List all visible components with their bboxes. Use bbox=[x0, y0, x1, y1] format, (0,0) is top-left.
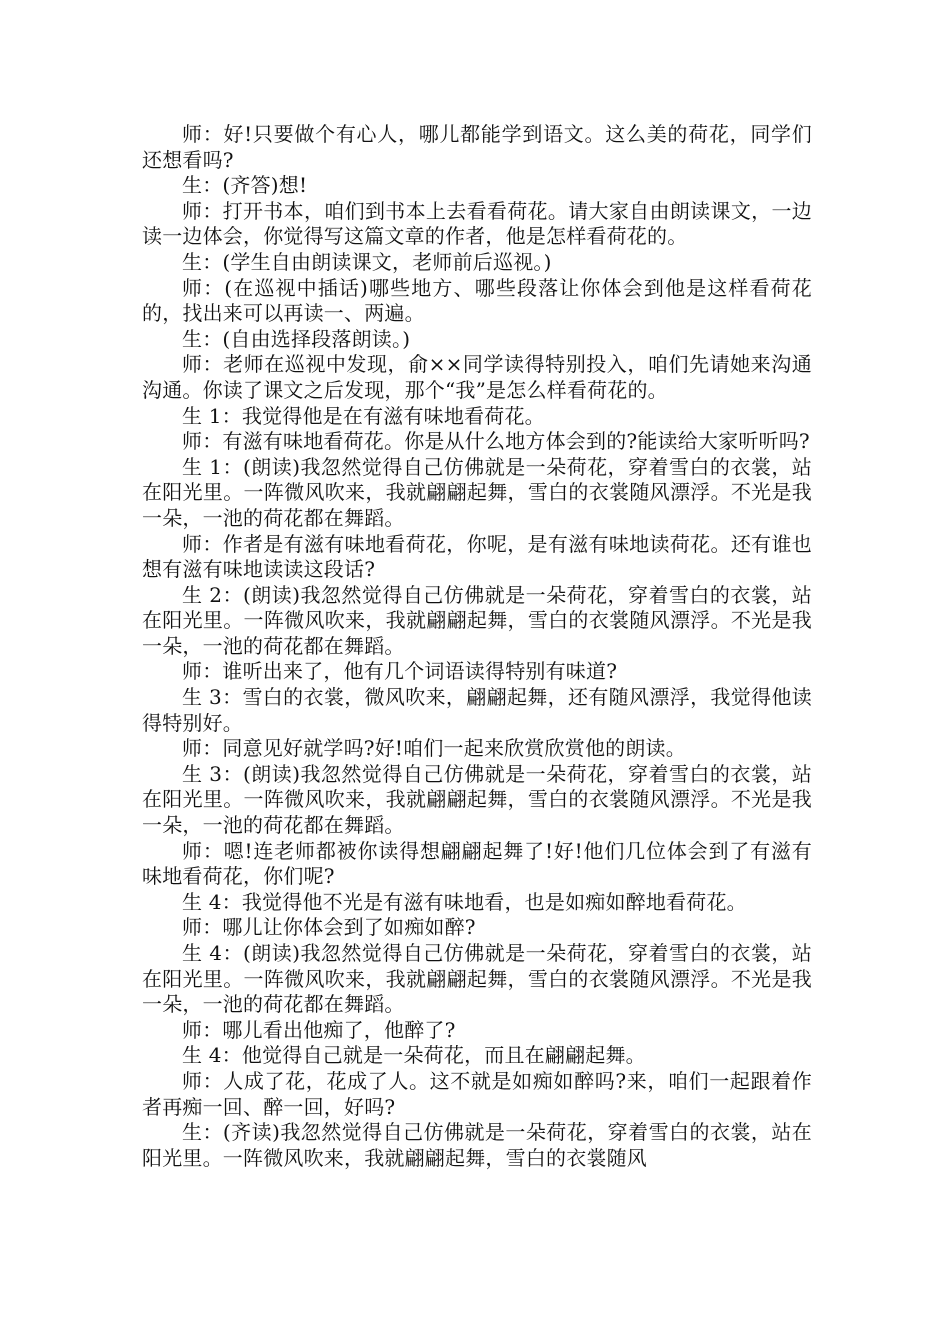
paragraph-11: 师：作者是有滋有味地看荷花，你呢，是有滋有味地读荷花。还有谁也想有滋有味地读读这段话? bbox=[142, 531, 812, 582]
paragraph-2: 生：(齐答)想! bbox=[182, 173, 308, 198]
paragraph-21: 师：哪儿看出他痴了，他醉了? bbox=[182, 1017, 456, 1042]
paragraph-16: 生 3：(朗读)我忽然觉得自己仿佛就是一朵荷花，穿着雪白的衣裳，站在阳光里。一阵微风吹来，我就翩翩起舞，雪白的衣裳随风漂浮。不光是我一朵，一池的荷花都在舞蹈。 bbox=[142, 761, 812, 838]
paragraph-6: 生：(自由选择段落朗读。) bbox=[182, 326, 411, 351]
paragraph-7: 师：老师在巡视中发现，俞××同学读得特别投入，咱们先请她来沟通沟通。你读了课文之后发现，那个“我”是怎么样看荷花的。 bbox=[142, 352, 812, 402]
paragraph-3: 师：打开书本，咱们到书本上去看看荷花。请大家自由朗读课文，一边读一边体会，你觉得写这篇文章的作者，他是怎样看荷花的。 bbox=[142, 198, 812, 249]
paragraph-20: 生 4：(朗读)我忽然觉得自己仿佛就是一朵荷花，穿着雪白的衣裳，站在阳光里。一阵微风吹来，我就翩翩起舞，雪白的衣裳随风漂浮。不光是我一朵，一池的荷花都在舞蹈。 bbox=[142, 941, 812, 1017]
paragraph-18: 生 4：我觉得他不光是有滋有味地看，也是如痴如醉地看荷花。 bbox=[182, 889, 747, 914]
paragraph-15: 师：同意见好就学吗?好!咱们一起来欣赏欣赏他的朗读。 bbox=[182, 736, 686, 761]
paragraph-9: 师：有滋有味地看荷花。你是从什么地方体会到的?能读给大家听听吗? bbox=[182, 429, 810, 454]
paragraph-24: 生：(齐读)我忽然觉得自己仿佛就是一朵荷花，穿着雪白的衣裳，站在阳光里。一阵微风吹来，我就翩翩起舞，雪白的衣裳随风 bbox=[142, 1120, 812, 1170]
paragraph-10: 生 1：(朗读)我忽然觉得自己仿佛就是一朵荷花，穿着雪白的衣裳，站在阳光里。一阵微风吹来，我就翩翩起舞，雪白的衣裳随风漂浮。不光是我一朵，一池的荷花都在舞蹈。 bbox=[142, 454, 812, 530]
paragraph-14: 生 3：雪白的衣裳，微风吹来，翩翩起舞，还有随风漂浮，我觉得他读得特别好。 bbox=[142, 685, 812, 735]
paragraph-12: 生 2：(朗读)我忽然觉得自己仿佛就是一朵荷花，穿着雪白的衣裳，站在阳光里。一阵微风吹来，我就翩翩起舞，雪白的衣裳随风漂浮。不光是我一朵，一池的荷花都在舞蹈。 bbox=[142, 582, 812, 658]
paragraph-8: 生 1：我觉得他是在有滋有味地看荷花。 bbox=[182, 403, 545, 428]
paragraph-1: 师：好!只要做个有心人，哪儿都能学到语文。这么美的荷花，同学们还想看吗? bbox=[142, 122, 812, 172]
paragraph-13: 师：谁听出来了，他有几个词语读得特别有味道? bbox=[182, 659, 618, 684]
paragraph-17: 师：嗯!连老师都被你读得想翩翩起舞了!好!他们几位体会到了有滋有味地看荷花，你们呢? bbox=[142, 838, 812, 889]
document-body bbox=[142, 122, 812, 1171]
paragraph-22: 生 4：他觉得自己就是一朵荷花，而且在翩翩起舞。 bbox=[182, 1043, 646, 1068]
paragraph-4: 生：(学生自由朗读课文，老师前后巡视。) bbox=[182, 249, 552, 274]
paragraph-23: 师：人成了花，花成了人。这不就是如痴如醉吗?来，咱们一起跟着作者再痴一回、醉一回，好吗? bbox=[142, 1068, 812, 1119]
paragraph-5: 师：(在巡视中插话)哪些地方、哪些段落让你体会到他是这样看荷花的，找出来可以再读一、两遍。 bbox=[142, 275, 812, 326]
paragraph-19: 师：哪儿让你体会到了如痴如醉? bbox=[182, 915, 476, 940]
